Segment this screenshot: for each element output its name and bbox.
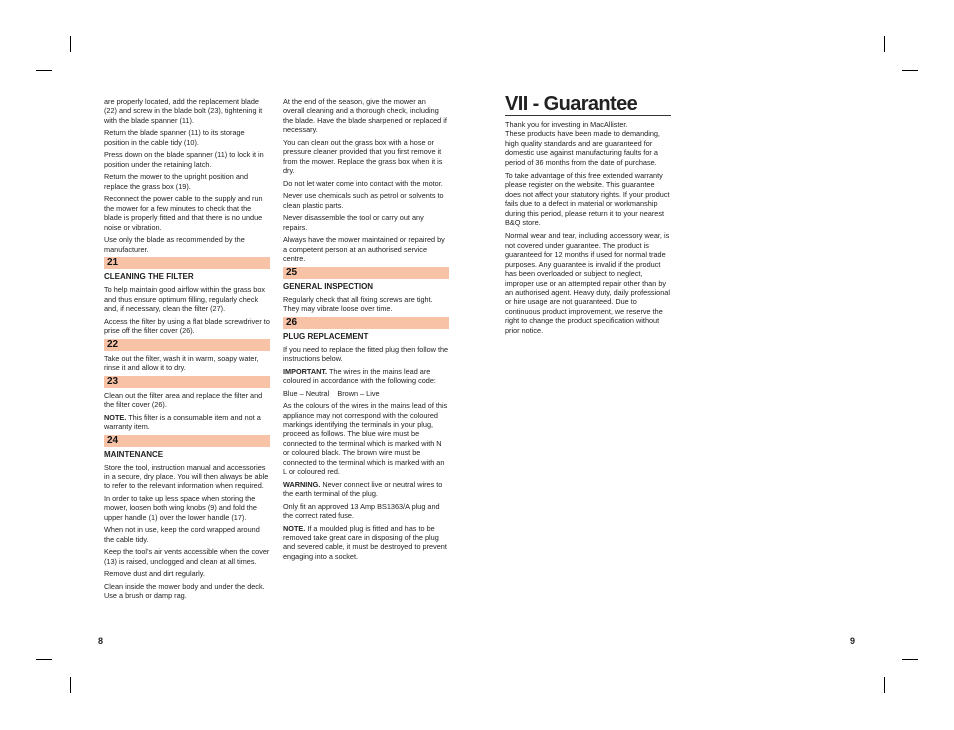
section-number-24: 24 — [104, 435, 270, 447]
paragraph: You can clean out the grass box with a hose or pressure cleaner provided that you first remove it from the mower. Replace the grass box when it is dry. — [283, 137, 443, 176]
paragraph: are properly located, add the replacement blade (22) and screw in the blade bolt (23), tightening it with the blade spanner (11). — [104, 97, 263, 125]
paragraph: Access the filter by using a flat blade screwdriver to prise off the filter cover (26). — [104, 316, 270, 336]
paragraph: To help maintain good airflow within the grass box and thus ensure optimum filling, regularly check and, if necessary, clean the filter (27). — [104, 285, 266, 314]
important-paragraph — [283, 367, 449, 386]
page-number-right: 9 — [850, 636, 856, 646]
column-left — [104, 97, 270, 604]
paragraph: Return the blade spanner (11) to its storage position in the cable tidy (10). — [104, 128, 245, 147]
paragraph: Never use chemicals such as petrol or solvents to clean plastic parts. — [283, 191, 444, 210]
column-guarantee — [505, 120, 671, 338]
important-label: IMPORTANT. — [283, 366, 328, 376]
crop-mark — [884, 36, 885, 52]
crop-mark — [36, 70, 52, 71]
paragraph: Store the tool, instruction manual and accessories in a secure, dry place. You will then always be able to refer to the relevant information when required. — [104, 462, 269, 491]
section-heading: PLUG REPLACEMENT — [283, 331, 369, 341]
paragraph: Always have the mower maintained or repaired by a competent person at an authorised service centre. — [283, 235, 445, 264]
crop-mark — [36, 659, 52, 660]
note-label: NOTE. — [104, 412, 127, 422]
paragraph: Take out the filter, wash it in warm, soapy water, rinse it and allow it to dry. — [104, 353, 259, 373]
paragraph: If you need to replace the fitted plug then follow the instructions below. — [283, 344, 449, 364]
paragraph: Normal wear and tear, including accessory wear, is not covered under guarantee. The product is guaranteed for 12 months if used for normal trade purposes. Any guarantee is invalid if the product has been overloaded or subject to neglect, improper use or an attempted repair other than by an authorised agent. Heavy duty, daily professional or hire usage are not guaranteed. Due to continuous product improvement, we reserve the right to change the product specification without prior notice. — [505, 231, 670, 335]
section-number-25: 25 — [283, 267, 449, 279]
crop-mark — [70, 677, 71, 693]
page-number-left: 8 — [98, 636, 104, 646]
paragraph: As the colours of the wires in the mains lead of this appliance may not correspond with the coloured markings identifying the terminals in your plug, proceed as follows. The blue wire must be connected to the terminal which is marked with N or coloured black. The brown wire must be connected to the terminal which is marked with an L or coloured red. — [283, 401, 448, 477]
note-label: NOTE. — [283, 523, 306, 533]
paragraph: Remove dust and dirt regularly. — [104, 569, 205, 579]
paragraph: Regularly check that all fixing screws are tight. They may vibrate loose over time. — [283, 294, 433, 314]
paragraph: When not in use, keep the cord wrapped around the cable tidy. — [104, 525, 260, 544]
section-number-26: 26 — [283, 317, 449, 329]
column-middle — [283, 97, 449, 564]
paragraph: In order to take up less space when storing the mower, loosen both wing knobs (9) and fold the upper handle (1) over the lower handle (17). — [104, 494, 257, 522]
note-text: If a moulded plug is fitted and has to be removed take great care in disposing of the plug and severed cable, it must be destroyed to prevent engaging into a socket. — [283, 523, 447, 561]
guarantee-title: VII - Guarantee — [505, 93, 671, 116]
paragraph: At the end of the season, give the mower an overall cleaning and a thorough check, including the blade. Have the blade sharpened or replaced if necessary. — [283, 97, 447, 135]
section-number-21: 21 — [104, 257, 270, 269]
paragraph: Clean out the filter area and replace the filter and the filter cover (26). — [104, 390, 263, 410]
paragraph: Do not let water come into contact with the motor. — [283, 178, 443, 188]
crop-mark — [884, 677, 885, 693]
note-paragraph — [104, 413, 270, 432]
section-heading: GENERAL INSPECTION — [283, 281, 374, 291]
crop-mark — [70, 36, 71, 52]
paragraph: Never disassemble the tool or carry out any repairs. — [283, 213, 424, 232]
section-number-23: 23 — [104, 376, 270, 388]
paragraph: Clean inside the mower body and under the deck. Use a brush or damp rag. — [104, 582, 265, 601]
section-heading: MAINTENANCE — [104, 449, 164, 459]
important-text: The wires in the mains lead are coloured in accordance with the following code: — [283, 366, 436, 386]
paragraph: Thank you for investing in MacAllister. These products have been made to demanding, high quality standards and are guaranteed for domestic use against manufacturing faults for a period of 36 months from the date of purchase. — [505, 120, 660, 167]
paragraph: Return the mower to the upright position and replace the grass box (19). — [104, 172, 248, 191]
warning-text: Never connect live or neutral wires to the earth terminal of the plug. — [283, 479, 443, 499]
wire-code: Blue – Neutral Brown – Live — [283, 388, 380, 398]
warning-label: WARNING. — [283, 479, 321, 489]
paragraph: Reconnect the power cable to the supply and run the mower for a few minutes to check that the blade is properly fitted and that there is no undue noise or vibration. — [104, 194, 263, 232]
note-paragraph — [283, 524, 449, 562]
section-heading: CLEANING THE FILTER — [104, 272, 194, 282]
paragraph: To take advantage of this free extended warranty please register on the website. This guarantee does not affect your statutory rights. If your product fails due to a defect in material or workmanship during this period, please return it to your nearest B&Q store. — [505, 171, 670, 228]
crop-mark — [902, 659, 918, 660]
note-text: This filter is a consumable item and not a warranty item. — [104, 412, 261, 432]
warning-paragraph — [283, 480, 449, 499]
paragraph: Only fit an approved 13 Amp BS1363/A plug and the correct rated fuse. — [283, 501, 440, 521]
paragraph: Press down on the blade spanner (11) to lock it in position under the retaining latch. — [104, 150, 264, 169]
paragraph: Use only the blade as recommended by the manufacturer. — [104, 235, 245, 254]
section-number-22: 22 — [104, 339, 270, 351]
crop-mark — [902, 70, 918, 71]
paragraph: Keep the tool’s air vents accessible when the cover (13) is raised, unclogged and clean at all times. — [104, 547, 270, 566]
